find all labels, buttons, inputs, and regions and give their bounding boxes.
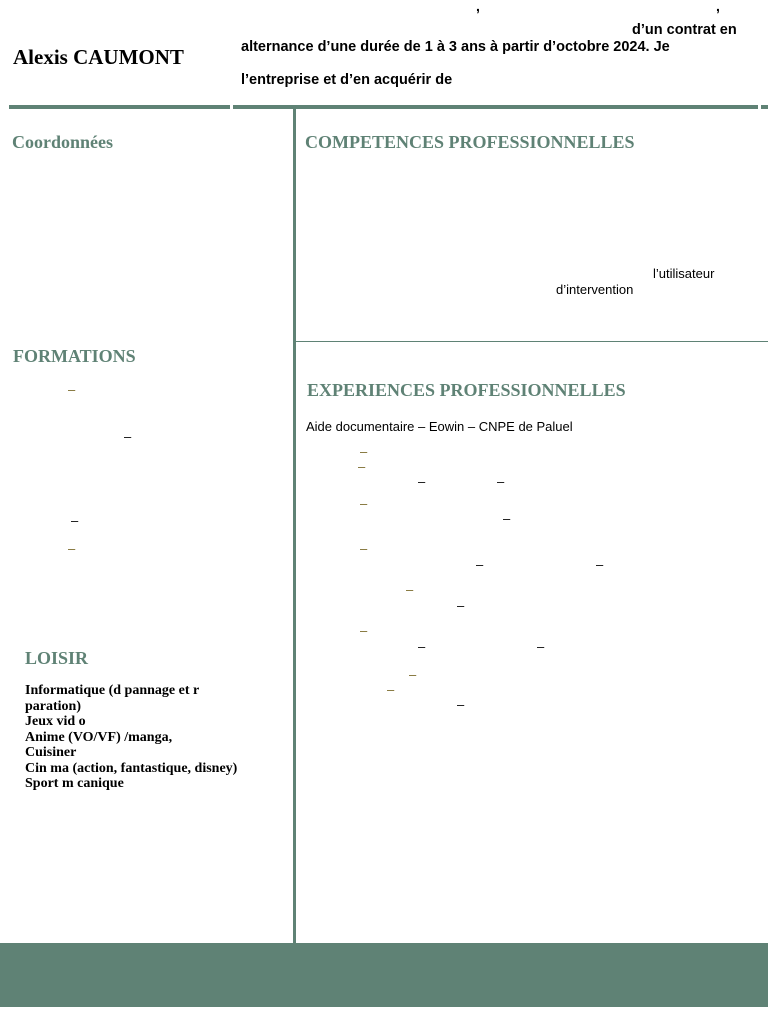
experience-dash: – [457,598,465,613]
intro-line-1: d’un contrat en [632,22,737,38]
experience-dash: – [418,474,426,489]
loisir-item: Cin ma (action, fantastique, disney) [25,760,238,776]
formation-dash: – [68,541,76,556]
section-title-formations: FORMATIONS [13,346,136,366]
experience-dash: – [360,623,368,638]
experience-dash: – [358,459,366,474]
experience-dash: – [418,639,426,654]
header-comma-2: , [716,0,720,14]
job-title: Aide documentaire – Eowin – CNPE de Paluel [306,419,573,434]
intro-line-2: alternance d’une durée de 1 à 3 ans à partir d’octobre 2024. Je [241,39,670,55]
experience-dash: – [503,511,511,526]
loisir-item: Anime (VO/VF) /manga, [25,729,173,745]
header-divider-main [233,105,758,109]
competence-fragment-2: d’intervention [556,282,634,297]
loisir-item: Jeux vid o [25,714,86,729]
experience-dash: – [409,667,417,682]
formation-dash: – [71,513,79,528]
experience-dash: – [497,474,505,489]
experience-dash: – [360,541,368,556]
header-divider-right [761,105,768,109]
experience-dash: – [406,582,414,597]
loisir-item: Cuisiner [25,745,77,760]
header-comma-1: , [476,0,480,14]
section-title-loisir: LOISIR [25,648,89,668]
experience-dash: – [457,697,465,712]
experience-dash: – [537,639,545,654]
formation-dash: – [124,429,132,444]
loisir-item: Sport m canique [25,776,124,791]
experience-dash: – [360,444,368,459]
experience-dash: – [476,557,484,572]
competences-divider [296,341,768,342]
intro-line-3: l’entreprise et d’en acquérir de [241,72,453,88]
experience-dash: – [596,557,604,572]
loisir-list [25,683,240,792]
section-title-competences: COMPETENCES PROFESSIONNELLES [305,132,635,152]
competence-fragment-1: l’utilisateur [653,266,715,281]
candidate-name: Alexis CAUMONT [13,45,184,69]
column-divider [293,109,296,943]
footer-band [0,943,768,1007]
formation-dash: – [68,382,76,397]
experience-dash: – [387,682,395,697]
header-divider-left [9,105,230,109]
loisir-item: Informatique (d pannage et r paration) [25,683,199,714]
experience-dash: – [360,496,368,511]
section-title-coordonnees: Coordonnées [12,132,114,152]
section-title-experiences: EXPERIENCES PROFESSIONNELLES [307,380,626,400]
